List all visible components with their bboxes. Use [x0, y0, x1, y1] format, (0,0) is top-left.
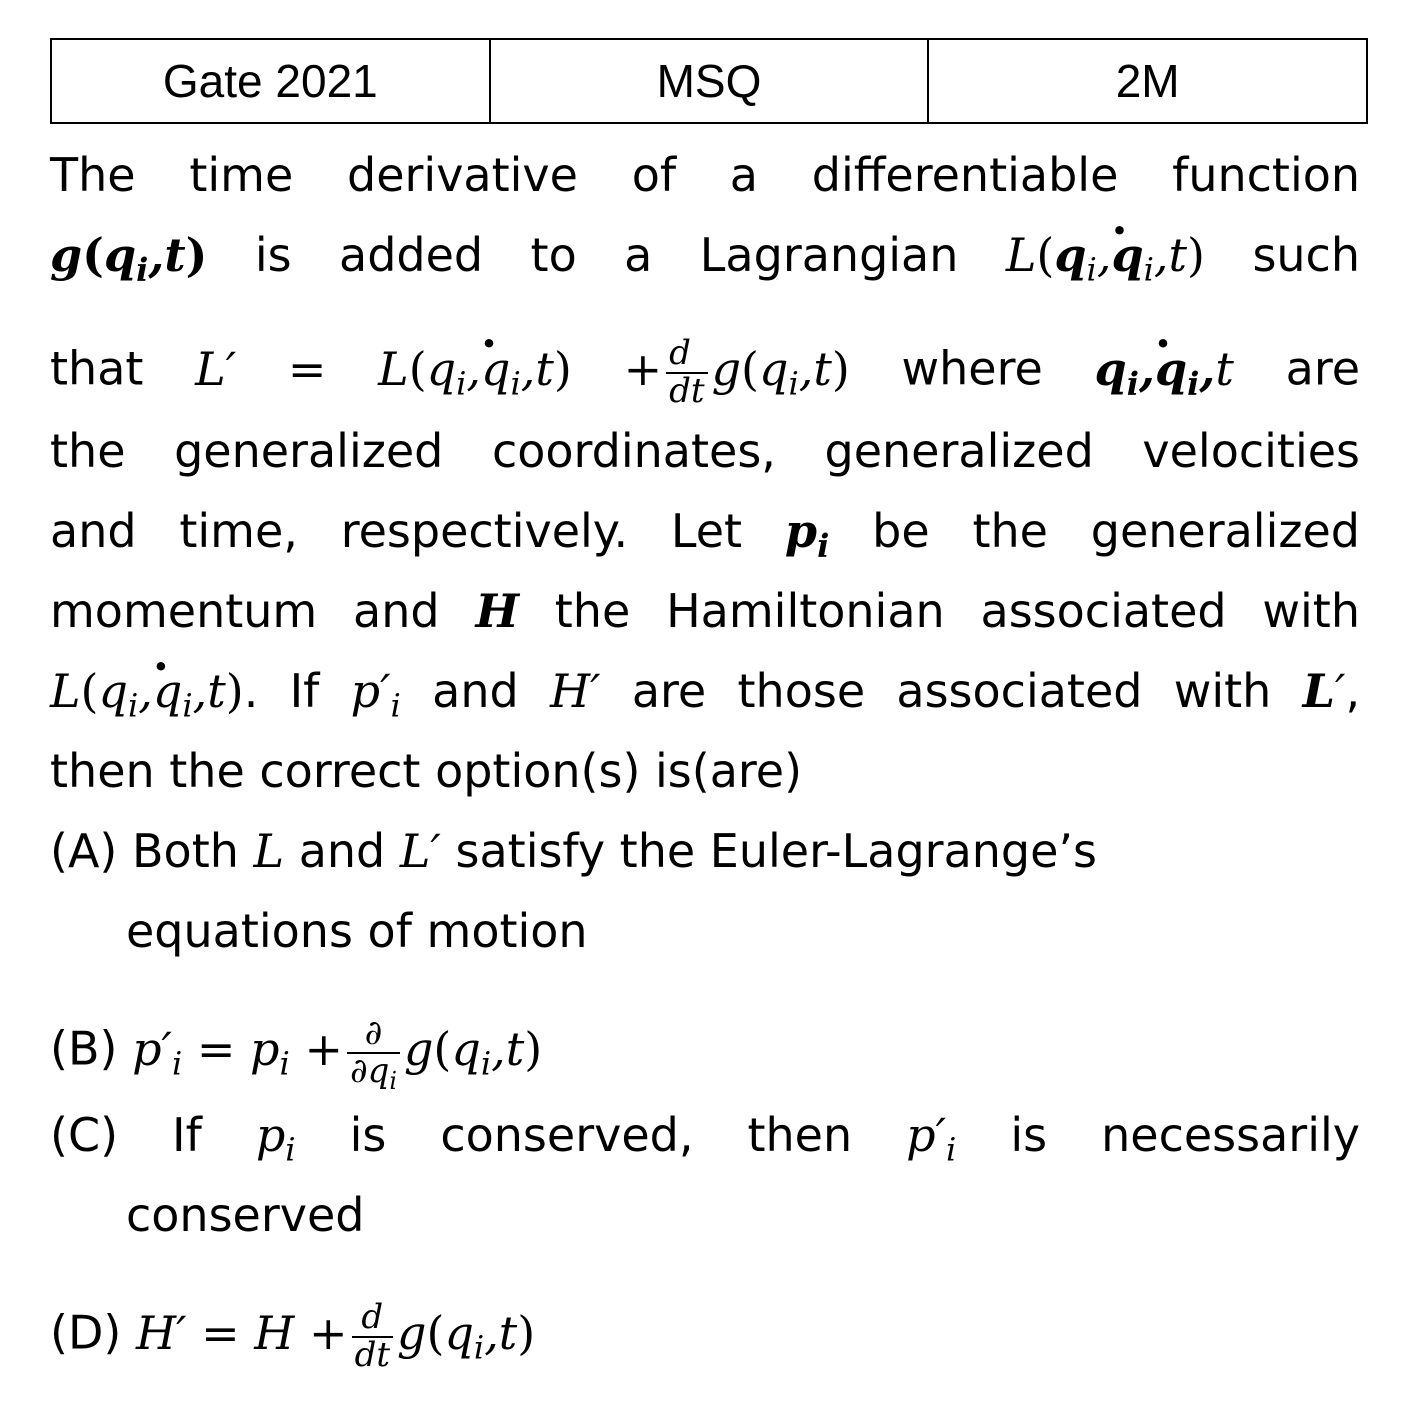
option-d-label: (D)	[50, 1305, 122, 1360]
question-line-6: momentum and H the Hamiltonian associated with	[50, 584, 1360, 638]
option-a-line-2: equations of motion	[126, 904, 588, 958]
question-type-cell: MSQ	[490, 39, 929, 123]
exam-cell: Gate 2021	[51, 39, 490, 123]
option-b-formula: $p'_i = p_i$ + $\frac{\partial}{\partial q_i}$ $g(q_i,t)$	[132, 1013, 543, 1095]
option-c-line-2: conserved	[126, 1188, 365, 1242]
option-d-formula: H′ = H + $\frac{d}{dt}$ $g(q_i,t)$	[135, 1297, 536, 1375]
marks-cell: 2M	[928, 39, 1367, 123]
math-p-i: $p_i$	[784, 504, 830, 565]
math-transformed-lagrangian: $L' = L(q_i,\cdot q_i,t)$ + $\frac{d}{dt}$ $g(q_i,t)$	[195, 342, 850, 396]
question-line-1: The time derivative of a differentiable function	[50, 148, 1361, 202]
question-line-8: then the correct option(s) is(are)	[50, 744, 803, 798]
math-g-of-q-t: $g(q_i,t)$	[50, 228, 208, 289]
option-b[interactable]	[50, 1013, 1360, 1095]
question-line-5: and time, respectively. Let $p_i$ be the generalized	[50, 504, 1361, 565]
math-variables: $q_i,\cdot q_i,t$	[1095, 342, 1234, 396]
math-L-prime: L	[1302, 664, 1335, 718]
option-c-label: (C) If	[50, 1108, 202, 1162]
math-H: H	[475, 584, 519, 638]
option-a-label: (A)	[50, 824, 118, 878]
math-L-of-q: $L(q_i,\cdot q_i,t)$	[50, 664, 244, 718]
option-b-label: (B)	[50, 1021, 118, 1076]
option-c[interactable]: (C) If $p_i$ is conserved, then $p'_i$ is necessarily	[50, 1108, 1360, 1169]
question-line-2: $g(q_i,t)$ is added to a Lagrangian $L(q_i,\cdot q_i,t)$ such	[50, 232, 1360, 278]
question-line-4: the generalized coordinates, generalized velocities	[50, 424, 1360, 478]
math-H-prime: H′	[549, 664, 601, 718]
question-line-3: that $L' = L(q_i,\cdot q_i,t)$ + $\frac{d}{dt}$ $g(q_i,t)$ where $q_i,\cdot q_i,t$ are	[50, 336, 1360, 409]
math-lagrangian: $L(q_i,\cdot q_i,t)$	[1006, 228, 1205, 282]
option-a[interactable]: (A) Both L and L′ satisfy the Euler-Lagrange’s	[50, 824, 1098, 878]
question-line-7: $L(q_i,\cdot q_i,t)$. If $p'_i$ and H′ are those associated with L′,	[50, 668, 1360, 714]
option-d[interactable]	[50, 1297, 1360, 1375]
math-p-i-prime: $p'_i$	[350, 664, 401, 725]
question-header-table	[50, 38, 1368, 124]
